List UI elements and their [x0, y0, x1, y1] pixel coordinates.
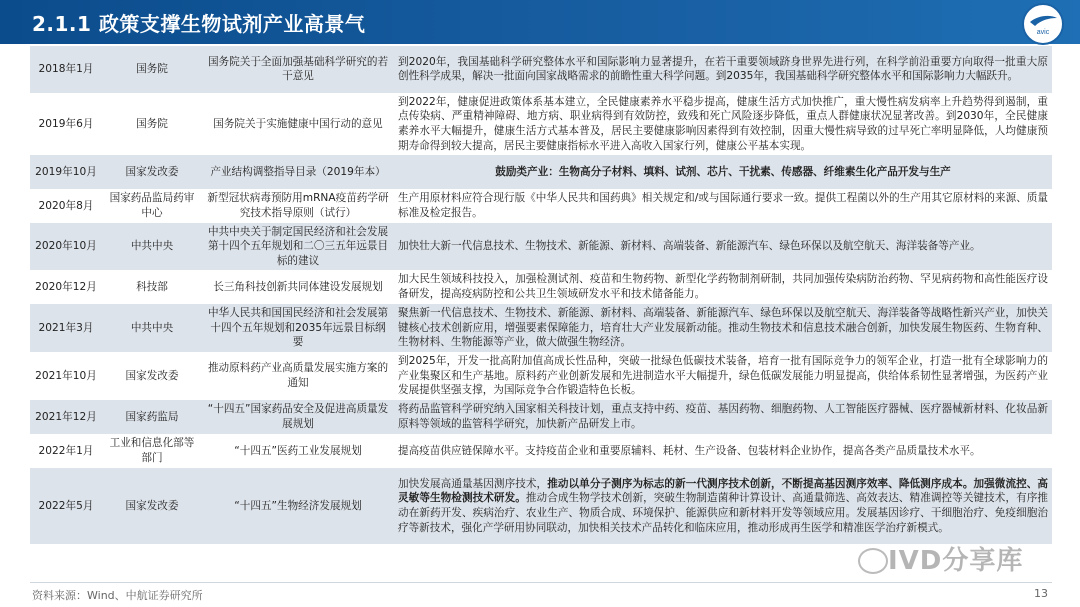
- table-row: [30, 468, 1052, 544]
- table-row: [30, 189, 1052, 223]
- row-desc: 将药品监管科学研究纳入国家相关科技计划，重点支持中药、疫苗、基因药物、细胞药物、人工智能医疗器械、医疗器械新材料、化妆品新原料等领域的监管科学研究，加快新产品研发上市。: [394, 400, 1052, 434]
- table-row: [30, 270, 1052, 304]
- row-dept: 中共中央: [102, 223, 202, 270]
- row-desc: 加大民生领域科技投入，加强检测试剂、疫苗和生物药物、新型化学药物制剂研制，共同加强传染病防治药物、罕见病药物和高性能医疗设备研发，提高疫病防控和公共卫生领域研发水平和技术储备能力。: [394, 270, 1052, 304]
- table-row: [30, 223, 1052, 270]
- row-desc: 加快壮大新一代信息技术、生物技术、新能源、新材料、高端装备、新能源汽车、绿色环保以及航空航天、海洋装备等产业。: [394, 223, 1052, 270]
- row-doc: 推动原料药产业高质量发展实施方案的通知: [202, 352, 394, 400]
- table-row: [30, 400, 1052, 434]
- row-dept: 国家发改委: [102, 155, 202, 189]
- row-doc: “十四五”生物经济发展规划: [202, 468, 394, 544]
- row-desc: 到2020年，我国基础科学研究整体水平和国际影响力显著提升，在若干重要领域跻身世界先进行列，在科学前沿重要方向取得一批重大原创性科学成果，解决一批面向国家战略需求的前瞻性重大科学问题。到2035年，我国基础科学研究整体水平和国际影响力大幅跃升。: [394, 46, 1052, 93]
- row-dept: 工业和信息化部等部门: [102, 434, 202, 468]
- row-dept: 国务院: [102, 46, 202, 93]
- row-desc: 生产用原材料应符合现行版《中华人民共和国药典》相关规定和/或与国际通行要求一致。提供工程菌以外的生产用其它原材料的来源、质量标准及检定报告。: [394, 189, 1052, 223]
- row-date: 2020年10月: [30, 223, 102, 270]
- row-desc-emphasis: 推动以单分子测序为标志的新一代测序技术创新，不断提高基因测序效率、降低测序成本。加强微流控、高灵敏等生物检测技术研发。: [398, 477, 1049, 505]
- table-row: [30, 155, 1052, 189]
- table-row: [30, 352, 1052, 400]
- table-row: [30, 304, 1052, 352]
- row-date: 2018年1月: [30, 46, 102, 93]
- row-dept: 国家药品监局药审中心: [102, 189, 202, 223]
- table-row: [30, 434, 1052, 468]
- watermark: IVD分享库: [888, 546, 1024, 576]
- row-desc: 提高疫苗供应链保障水平。支持疫苗企业和重要原辅料、耗材、生产设备、包装材料企业协作，提高各类产品质量技术水平。: [394, 434, 1052, 468]
- row-desc-part: 推动合成生物学技术创新，突破生物制造菌种计算设计、高通量筛选、高效表达、精准调控等关键技术，有序推动在新药开发、疾病治疗、农业生产、物质合成、环境保护、能源供应和新材料开发等领域应用。发展基因诊疗、干细胞治疗、免疫细胞治疗等新技术，强化产学研用协同联动，加快相关技术产品转化和临床应用，推动形成再生医学和精准医学治疗新模式。: [398, 492, 1049, 534]
- row-dept: 中共中央: [102, 304, 202, 352]
- row-date: 2020年12月: [30, 270, 102, 304]
- row-doc: 产业结构调整指导目录（2019年本）: [202, 155, 394, 189]
- row-dept: 科技部: [102, 270, 202, 304]
- source-note: 资料来源：Wind、中航证券研究所: [32, 589, 203, 602]
- policy-table: [30, 46, 1052, 545]
- row-date: 2021年12月: [30, 400, 102, 434]
- company-logo: [1022, 3, 1064, 45]
- table-row: [30, 46, 1052, 93]
- row-desc: 聚焦新一代信息技术、生物技术、新能源、新材料、高端装备、新能源汽车、绿色环保以及航空航天、海洋装备等战略性新兴产业，加快关键核心技术创新应用，增强要素保障能力，培育壮大产业发展新动能。推动生物技术和信息技术融合创新，加快发展生物医药、生物育种、生物材料、生物能源等产业，做大做强生物经济。: [394, 304, 1052, 352]
- row-doc: 中共中央关于制定国民经济和社会发展第十四个五年规划和二〇三五年远景目标的建议: [202, 223, 394, 270]
- row-date: 2021年3月: [30, 304, 102, 352]
- row-doc: 长三角科技创新共同体建设发展规划: [202, 270, 394, 304]
- wechat-icon: [858, 548, 888, 574]
- page-title: 2.1.1 政策支撑生物试剂产业高景气: [32, 12, 366, 36]
- row-doc: “十四五”医药工业发展规划: [202, 434, 394, 468]
- logo-wing-icon: [1027, 8, 1059, 40]
- row-doc: 国务院关于实施健康中国行动的意见: [202, 93, 394, 155]
- row-desc: 到2022年，健康促进政策体系基本建立，全民健康素养水平稳步提高，健康生活方式加快推广，重大慢性病发病率上升趋势得到遏制，重点传染病、严重精神障碍、地方病、职业病得到有效防控，致残和死亡风险逐步降低，重点人群健康状况显著改善。到2030年，全民健康素养水平大幅提升，健康生活方式基本普及，居民主要健康影响因素得到有效控制，因重大慢性病导致的过早死亡率明显降低，人均健康预期寿命得到较大提高，居民主要健康指标水平进入高收入国家行列，健康公平基本实现。: [394, 93, 1052, 155]
- row-date: 2021年10月: [30, 352, 102, 400]
- row-desc: 鼓励类产业：生物高分子材料、填料、试剂、芯片、干扰素、传感器、纤维素生化产品开发与生产: [394, 155, 1052, 189]
- row-dept: 国家发改委: [102, 352, 202, 400]
- row-dept: 国家发改委: [102, 468, 202, 544]
- row-desc: 到2025年，开发一批高附加值高成长性品种，突破一批绿色低碳技术装备，培育一批有国际竞争力的领军企业，打造一批有全球影响力的产业集聚区和生产基地。原料药产业创新发展和先进制造水平大幅提升，绿色低碳发展能力明显提高，供给体系韧性显著增强，为医药产业发展提供坚强支撑，为国际竞争合作锻造特色长板。: [394, 352, 1052, 400]
- svg-text:avic: avic: [1036, 29, 1050, 36]
- row-date: 2022年1月: [30, 434, 102, 468]
- page-number: 13: [1034, 587, 1048, 600]
- row-dept: 国务院: [102, 93, 202, 155]
- row-date: 2020年8月: [30, 189, 102, 223]
- row-desc: [394, 468, 1052, 544]
- row-dept: 国家药监局: [102, 400, 202, 434]
- footer-divider: [30, 582, 1052, 583]
- row-date: 2019年6月: [30, 93, 102, 155]
- row-date: 2022年5月: [30, 468, 102, 544]
- row-desc-part: 加快发展高通量基因测序技术，: [398, 477, 548, 490]
- row-doc: 中华人民共和国国民经济和社会发展第十四个五年规划和2035年远景目标纲要: [202, 304, 394, 352]
- table-row: [30, 93, 1052, 155]
- header-bar: [0, 0, 1080, 44]
- row-doc: “十四五”国家药品安全及促进高质量发展规划: [202, 400, 394, 434]
- row-doc: 国务院关于全面加强基础科学研究的若干意见: [202, 46, 394, 93]
- row-date: 2019年10月: [30, 155, 102, 189]
- row-doc: 新型冠状病毒预防用mRNA疫苗药学研究技术指导原则（试行）: [202, 189, 394, 223]
